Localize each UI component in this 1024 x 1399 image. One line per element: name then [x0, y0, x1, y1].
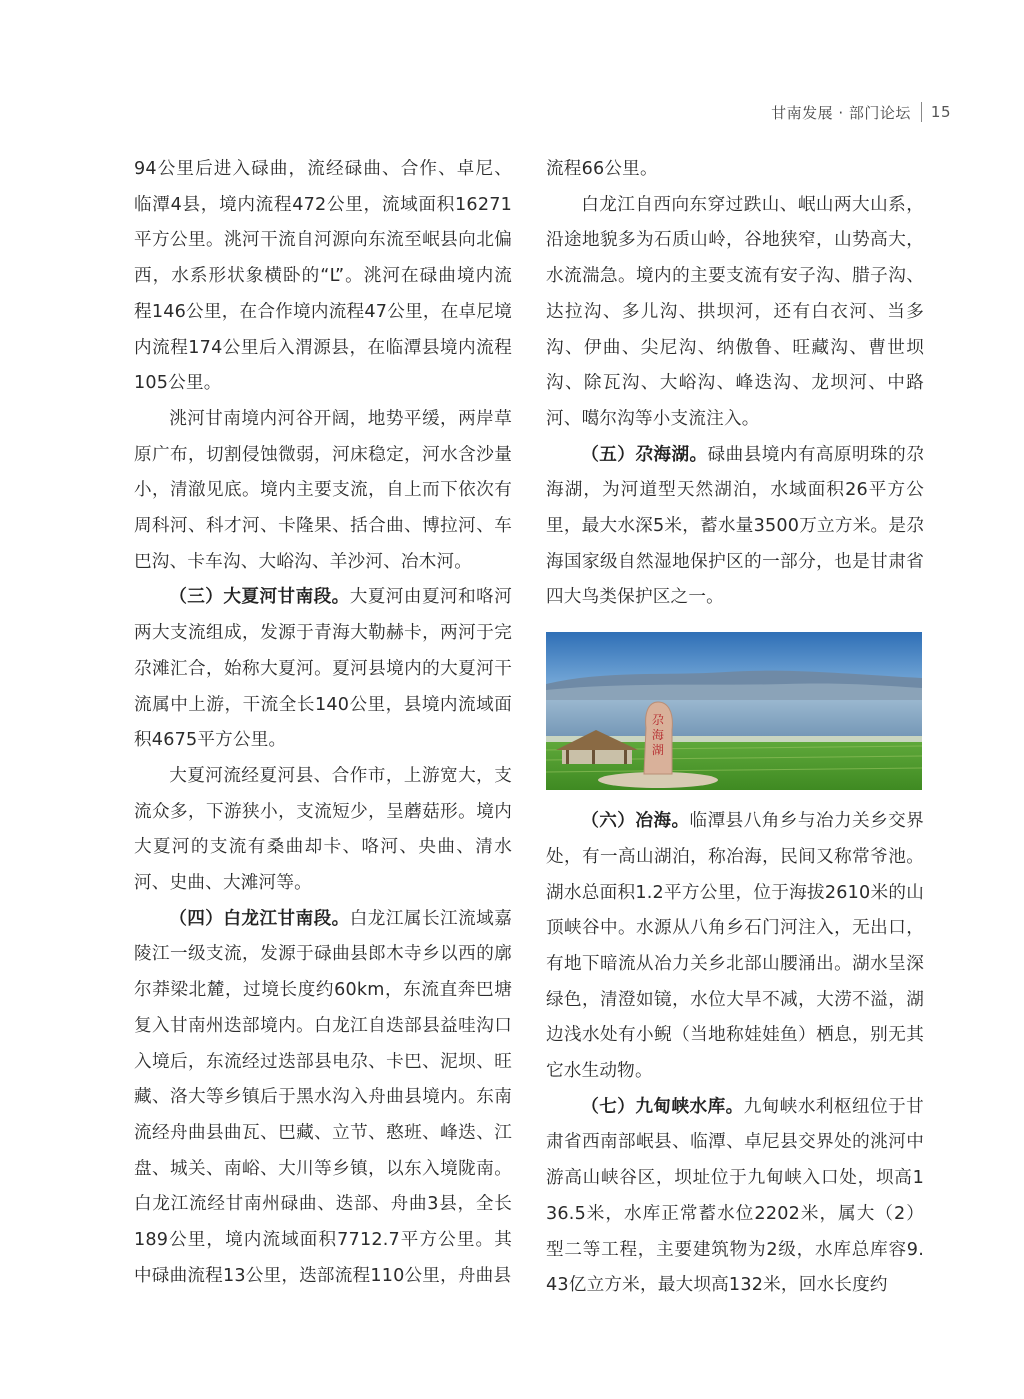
paragraph-text: 碌曲县境内有高原明珠的尕海湖，为河道型天然湖泊，水域面积26平方公里，最大水深5米，蓄水量3500万立方米。是尕海国家级自然湿地保护区的一部分，也是甘肃省四大鸟类保护区之一。 [546, 444, 925, 608]
paragraph [546, 1090, 924, 1304]
right-column [546, 152, 924, 1304]
paragraph-text: 临潭县八角乡与冶力关乡交界处，有一高山湖泊，称冶海，民间又称常爷池。湖水总面积1.2平方公里，位于海拔2610米的山顶峡谷中。水源从八角乡石门河注入，无出口，有地下暗流从冶力关乡北部山腰涌出。湖水呈深绿色，清澄如镜，水位大旱不减，大涝不溢，湖边浅水处有小鲵（当地称娃娃鱼）栖息，别无其它水生动物。 [546, 811, 924, 1082]
section-heading: （三）大夏河甘南段。 [169, 587, 350, 608]
section-heading: （五）尕海湖。 [581, 444, 708, 465]
section-heading: （四）白龙江甘南段。 [169, 908, 350, 929]
header-divider [921, 102, 922, 122]
page-number: 15 [930, 103, 951, 121]
paragraph-text: 白龙江属长江流域嘉陵江一级支流，发源于碌曲县郎木寺乡以西的廓尔莽梁北麓，过境长度约60km，东流直奔巴塘复入甘南州迭部境内。白龙江自迭部县益哇沟口入境后，东流经过迭部县电尕、卡巴、泥坝、旺藏、洛大等乡镇后于黑水沟入舟曲县境内。东南流经舟曲县曲瓦、巴藏、立节、憨班、峰迭、江盘、城关、南峪、大川等乡镇，以东入境陇南。白龙江流经甘南州碌曲、迭部、舟曲3县，全长189公里，境内流域面积7712.7平方公里。其中碌曲流程13公里，迭部流程110公里，舟曲县 [134, 908, 512, 1286]
header-title: 甘南发展 · 部门论坛 [771, 103, 911, 122]
paragraph [546, 438, 924, 617]
paragraph: 白龙江自西向东穿过跌山、岷山两大山系，沿途地貌多为石质山岭，谷地狭窄，山势高大，水流湍急。境内的主要支流有安子沟、腊子沟、达拉沟、多儿沟、拱坝河，还有白衣河、当多沟、伊曲、尖尼沟、纳傲鲁、旺藏沟、曹世坝沟、除瓦沟、大峪沟、峰迭沟、龙坝河、中路河、噶尔沟等小支流注入。 [546, 194, 924, 429]
running-header [771, 99, 951, 125]
stone-inscription-char: 尕 [651, 713, 665, 728]
paragraph [134, 902, 512, 1295]
paragraph [546, 804, 924, 1090]
stone-inscription-char: 湖 [651, 743, 665, 758]
paragraph: 流程66公里。 [546, 159, 658, 179]
paragraph [134, 580, 512, 759]
section-heading: （六）冶海。 [581, 811, 690, 832]
gahai-lake-photo [546, 632, 922, 790]
left-column [134, 152, 512, 1295]
lake-landscape-image [546, 632, 922, 790]
stone-inscription-char: 海 [651, 728, 665, 743]
paragraph: 大夏河流经夏河县、合作市，上游宽大，支流众多，下游狭小，支流短少，呈蘑菇形。境内大夏河的支流有桑曲却卡、咯河、央曲、清水河、史曲、大滩河等。 [134, 765, 512, 894]
paragraph: 94公里后进入碌曲，流经碌曲、合作、卓尼、临潭4县，境内流程472公里，流域面积16271平方公里。洮河干流自河源向东流至岷县向北偏西，水系形状象横卧的“L”。洮河在碌曲境内流程146公里，在合作境内流程47公里，在卓尼境内流程174公里后入渭源县，在临潭县境内流程105公里。 [134, 159, 512, 394]
paragraph-text: 大夏河由夏河和咯河两大支流组成，发源于青海大勒赫卡，两河于完尕滩汇合，始称大夏河。夏河县境内的大夏河干流属中上游，干流全长140公里，县境内流域面积4675平方公里。 [134, 587, 512, 751]
section-heading: （七）九甸峡水库。 [581, 1096, 744, 1117]
paragraph-text: 九甸峡水利枢纽位于甘肃省西南部岷县、临潭、卓尼县交界处的洮河中游高山峡谷区，坝址位于九甸峡入口处，坝高136.5米，水库正常蓄水位2202米，属大（2）型二等工程，主要建筑物为2级，水库总库容9.43亿立方米，最大坝高132米，回水长度约 [546, 1096, 924, 1296]
paragraph: 洮河甘南境内河谷开阔，地势平缓，两岸草原广布，切割侵蚀微弱，河床稳定，河水含沙量小，清澈见底。境内主要支流，自上而下依次有周科河、科才河、卡隆果、括合曲、博拉河、车巴沟、卡车沟、大峪沟、羊沙河、冶木河。 [134, 408, 512, 572]
